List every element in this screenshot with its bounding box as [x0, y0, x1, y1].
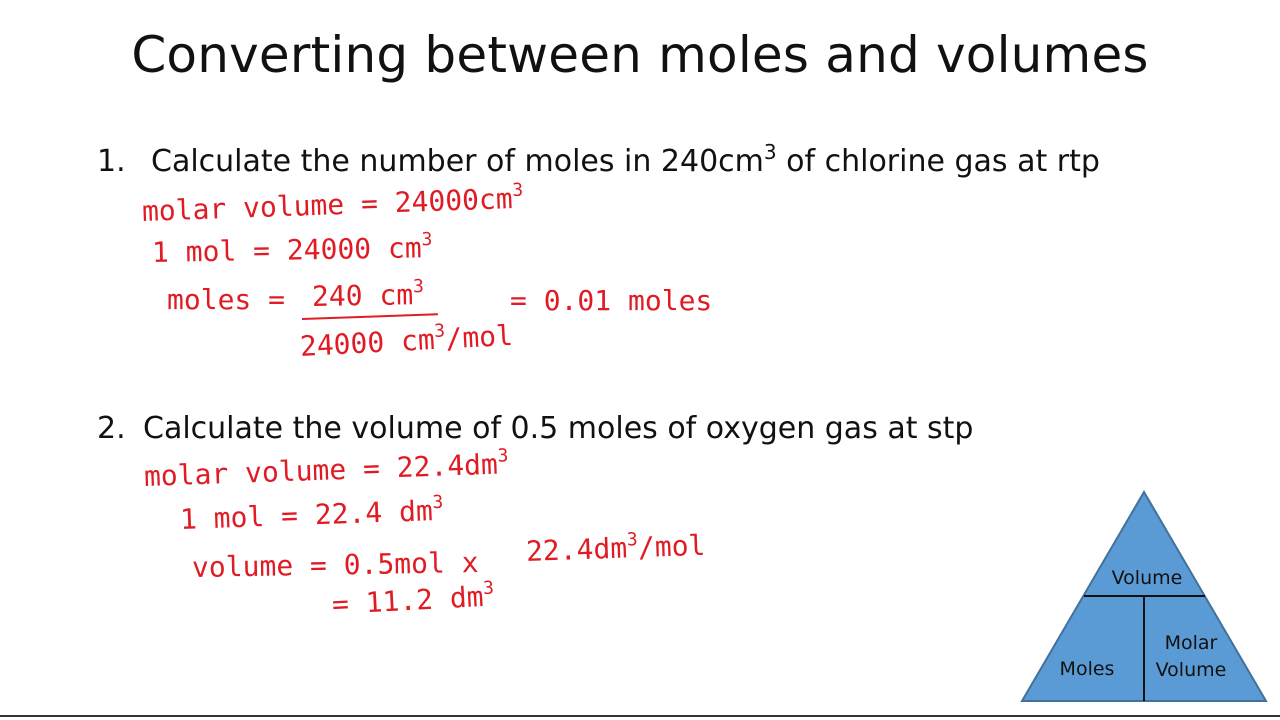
question-2-text: Calculate the volume of 0.5 moles of oxygen gas at stp — [143, 411, 974, 446]
q1-molar-volume-sup: 3 — [512, 179, 524, 202]
triangle-label-volume: Volume — [1111, 567, 1183, 589]
q1-numerator-text: 240 cm — [311, 278, 414, 313]
question-1-text-end: of chlorine gas at rtp — [776, 144, 1100, 179]
triangle-label-molar-volume — [1148, 630, 1234, 684]
q2-factor-text: 22.4dm — [525, 531, 628, 568]
q2-molar-volume-sup: 3 — [497, 445, 509, 467]
q2-factor-sup: 3 — [626, 529, 639, 551]
q2-result-text: = 11.2 dm — [331, 580, 485, 621]
q1-denominator-unit: /mol — [444, 318, 514, 356]
question-2-number: 2. — [97, 411, 126, 446]
q1-denominator-text: 24000 cm — [299, 322, 436, 363]
triangle-label-moles: Moles — [1059, 658, 1115, 680]
q2-one-mol-sup: 3 — [432, 491, 444, 514]
q1-moles-label: moles = — [167, 283, 286, 316]
slide-title: Converting between moles and volumes — [131, 26, 1149, 84]
question-1-number: 1. — [97, 144, 126, 179]
q2-result-sup: 3 — [482, 577, 495, 600]
q2-molar-volume-text: molar volume = 22.4dm — [143, 447, 499, 493]
question-1-text: Calculate the number of moles in 240cm — [151, 144, 764, 179]
q2-one-mol-text: 1 mol = 22.4 dm — [179, 494, 434, 536]
q1-one-mol-text: 1 mol = 24000 cm — [151, 231, 422, 269]
q1-denominator-sup: 3 — [433, 320, 446, 342]
q1-molar-volume-text: molar volume = 24000cm — [141, 182, 514, 228]
triangle-label-molar-volume-2: Volume — [1155, 659, 1227, 681]
q2-volume-line: volume = 0.5mol x — [191, 546, 479, 584]
q2-factor-unit: /mol — [637, 528, 706, 565]
bottom-border — [0, 715, 1280, 717]
q1-numerator-sup: 3 — [412, 276, 425, 298]
question-1-superscript: 3 — [763, 140, 777, 164]
triangle-label-molar: Molar — [1164, 632, 1218, 654]
q1-one-mol-sup: 3 — [421, 229, 433, 251]
q1-result: = 0.01 moles — [510, 284, 713, 317]
